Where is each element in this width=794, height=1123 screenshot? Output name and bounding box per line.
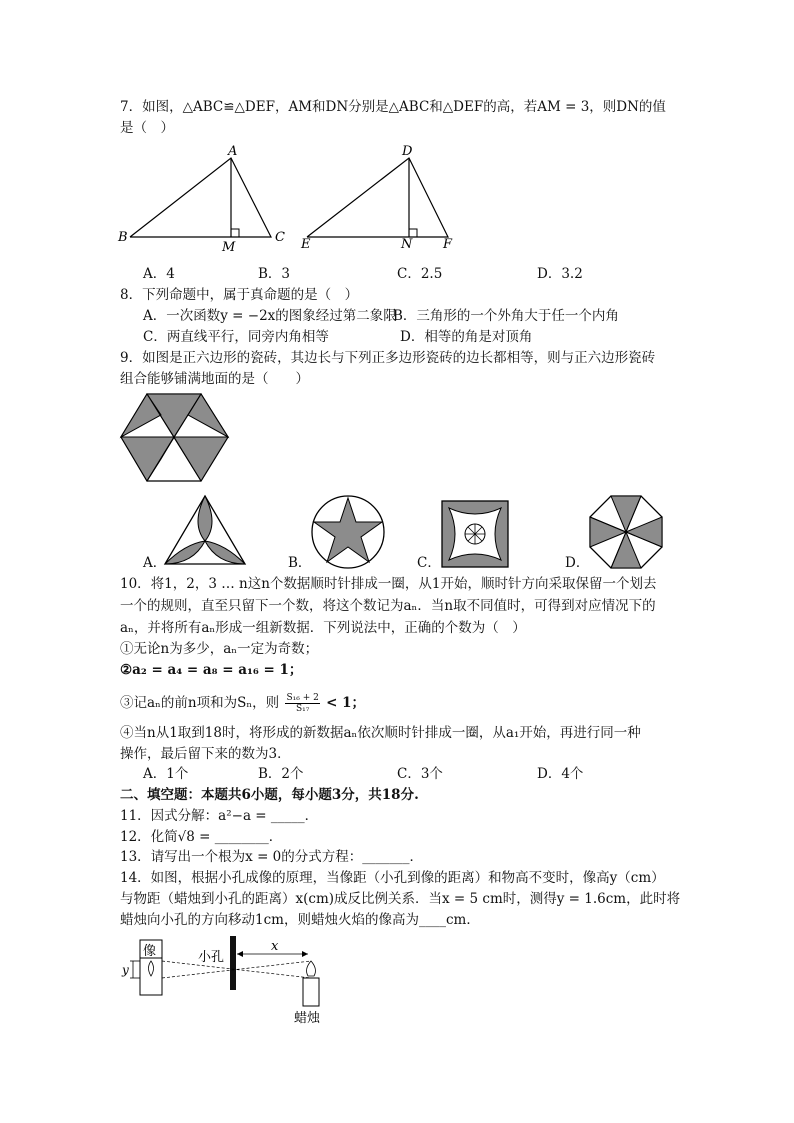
q10-fraction xyxy=(285,693,319,714)
q8-option-c: C．两直线平行，同旁内角相等 xyxy=(143,329,329,345)
q14-stem-line2: 与物距（蜡烛到小孔的距离）x(cm)成反比例关系．当x = 5 cm时，测得y = 1.6cm，此时将 xyxy=(120,891,681,907)
q7-option-d: D．3.2 xyxy=(537,266,583,282)
q10-stem-line2: 一个的规则，直至只留下一个数，将这个数记为aₙ．当n取不同值时，可得到对应情况下的 xyxy=(120,598,656,614)
label-B: B xyxy=(118,230,128,245)
q10-statement-1: ①无论n为多少，aₙ一定为奇数； xyxy=(120,641,319,657)
label-M: M xyxy=(222,240,236,255)
q9-option-b: B． xyxy=(288,555,312,571)
label-N: N xyxy=(401,237,413,252)
q13-stem: 13．请写出一个根为x = 0的分式方程：_______． xyxy=(120,849,424,865)
label-C: C xyxy=(275,230,285,245)
q10-statement-4-line1: ④当n从1取到18时，将形成的新数据aₙ依次顺时针排成一圈，从a₁开始，再进行同一种 xyxy=(120,725,641,741)
q9-option-d-octagon-figure xyxy=(588,494,666,572)
q7-stem-line1: 7．如图，△ABC≌△DEF，AM和DN分别是△ABC和△DEF的高，若AM = 3，则DN的值 xyxy=(120,99,666,115)
q10-fraction-denominator: S₁₇ xyxy=(295,704,310,714)
q9-hexagon-tile-figure xyxy=(118,392,238,492)
q10-option-d: D．4个 xyxy=(537,766,584,782)
q8-option-b: B．三角形的一个外角大于任一个内角 xyxy=(393,308,619,324)
q8-option-d: D．相等的角是对顶角 xyxy=(400,329,533,345)
q10-option-b: B．2个 xyxy=(258,766,304,782)
q12-stem: 12．化简√8 = ________． xyxy=(120,829,283,845)
q9-option-b-circle-star-figure xyxy=(310,494,388,572)
q9-option-a: A． xyxy=(143,555,167,571)
q9-option-c-square-figure xyxy=(441,500,511,570)
q14-stem-line3: 蜡烛向小孔的方向移动1cm，则蜡烛火焰的像高为____cm． xyxy=(120,912,480,928)
label-A: A xyxy=(228,144,238,159)
q10-stem-line1: 10．将1，2，3 … n这n个数据顺时针排成一圈，从1开始，顺时针方向采取保留一个划去 xyxy=(120,576,657,592)
q7-triangle-def-figure xyxy=(295,145,475,255)
section-2-heading: 二、填空题：本题共6小题，每小题3分，共18分. xyxy=(120,787,419,803)
q10-option-a: A．1个 xyxy=(143,766,189,782)
q10-fraction-numerator: S₁₆ + 2 xyxy=(286,693,319,703)
q14-stem-line1: 14．如图，根据小孔成像的原理，当像距（小孔到像的距离）和物高不变时，像高y（cm） xyxy=(120,870,665,886)
label-F: F xyxy=(443,237,453,252)
q14-pinhole-camera-figure xyxy=(118,936,338,1031)
flame-icon xyxy=(307,961,316,976)
q10-statement-2: ②a₂ = a₄ = a₈ = a₁₆ = 1； xyxy=(120,662,303,678)
q8-option-a: A．一次函数y = −2x的图象经过第二象限 xyxy=(143,308,397,324)
q7-option-a: A．4 xyxy=(143,266,175,282)
q10-statement-3-inequality: < 1； xyxy=(326,695,366,711)
label-x: x xyxy=(271,939,279,954)
q9-option-c: C． xyxy=(417,555,441,571)
q8-stem: 8．下列命题中，属于真命题的是（ ） xyxy=(120,287,359,303)
hole-label: 小孔 xyxy=(198,950,225,965)
candle-label: 蜡烛 xyxy=(294,1011,321,1026)
q9-option-a-triangle-figure xyxy=(163,494,248,569)
q10-option-c: C．3个 xyxy=(397,766,443,782)
label-D: D xyxy=(402,144,413,159)
image-label: 像 xyxy=(143,944,157,959)
label-y: y xyxy=(122,963,129,977)
label-E: E xyxy=(301,237,311,252)
q9-option-d: D． xyxy=(565,555,590,571)
q9-stem-line1: 9．如图是正六边形的瓷砖，其边长与下列正多边形瓷砖的边长都相等，则与正六边形瓷砖 xyxy=(120,350,656,366)
q7-triangle-abc-figure xyxy=(118,145,298,255)
q11-stem: 11．因式分解：a²−a = _____． xyxy=(120,808,319,824)
q9-stem-line2: 组合能够铺满地面的是（ ） xyxy=(120,371,309,387)
q7-stem-line2: 是（ ） xyxy=(120,120,174,136)
q10-statement-3-text: ③记aₙ的前n项和为Sₙ，则 xyxy=(120,695,280,711)
q10-statement-4-line2: 操作，最后留下来的数为3． xyxy=(120,746,291,762)
q10-statement-3 xyxy=(120,693,365,714)
q10-stem-line3: aₙ，并将所有aₙ形成一组新数据．下列说法中，正确的个数为（ ） xyxy=(120,620,526,636)
q7-option-b: B．3 xyxy=(258,266,291,282)
q7-option-c: C．2.5 xyxy=(397,266,443,282)
